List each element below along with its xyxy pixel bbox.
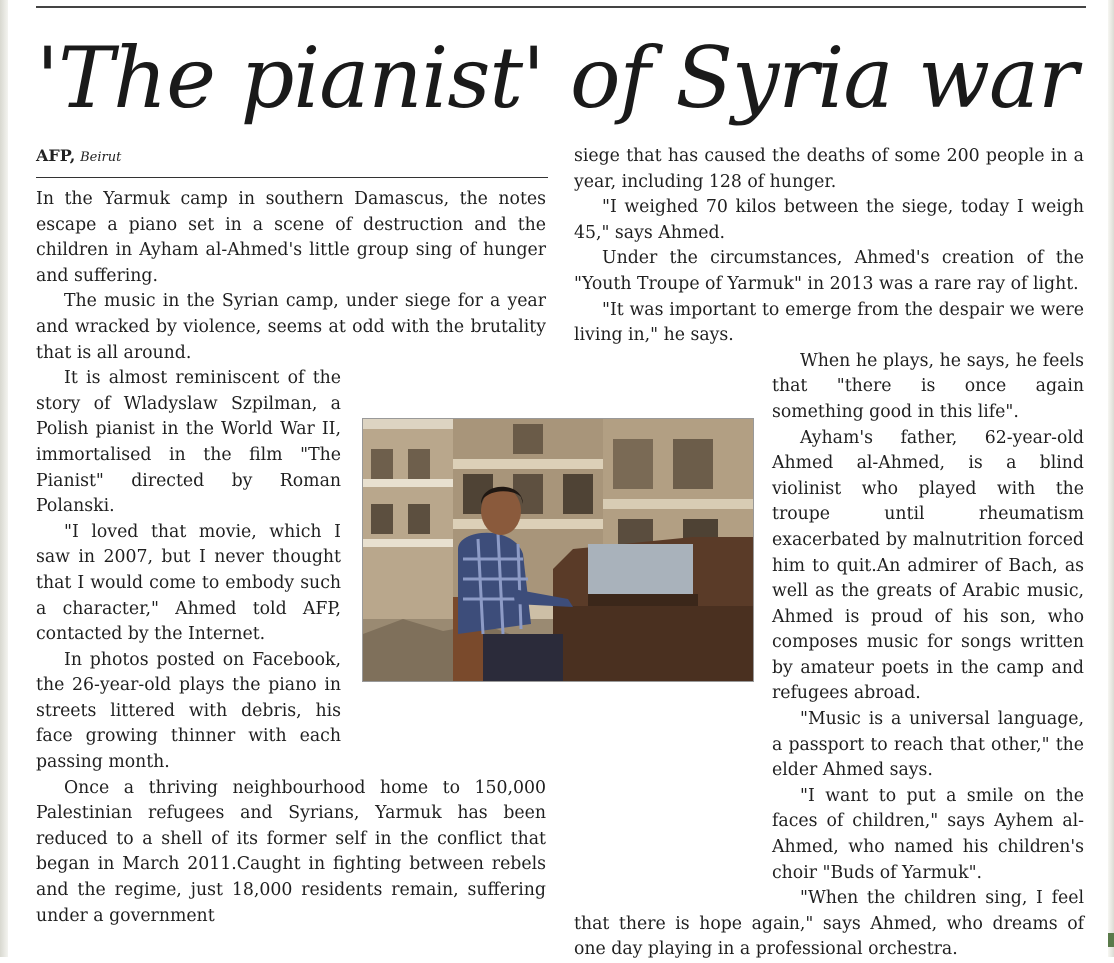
byline-agency: AFP, xyxy=(36,146,76,165)
paragraph: "I want to put a smile on the faces of children," says Ayhem al-Ahmed, who named his children's choir "Buds of Yarmuk". xyxy=(772,785,1084,883)
paragraph: The music in the Syrian camp, under siege for a year and wracked by violence, seems at odd with the brutality that is all around. xyxy=(36,291,546,363)
paragraph: In the Yarmuk camp in southern Damascus, the notes escape a piano set in a scene of destruction and the children in Ayham al-Ahmed's little group sing of hunger and suffering. xyxy=(36,189,546,286)
paragraph: "It was important to emerge from the despair we were living in," he says. xyxy=(574,299,1084,346)
paragraph: When he plays, he says, he feels that "there is once again something good in this life". xyxy=(772,350,1084,422)
paragraph: "When the children sing, I feel that there is hope again," says Ahmed, who dreams of one day playing in a professional orchestra. xyxy=(574,888,1084,960)
paragraph: Once a thriving neighbourhood home to 150,000 Palestinian refugees and Syrians, Yarmuk has been reduced to a shell of its former self in the conflict that began in March 2011.Caught in fighting between rebels and the regime, just 18,000 residents remain, suffering under a government xyxy=(36,777,546,926)
top-rule xyxy=(36,6,1086,8)
page-edge-left xyxy=(0,0,8,957)
paragraph: "Music is a universal language, a passport to reach that other," the elder Ahmed says. xyxy=(772,709,1084,781)
paragraph: In photos posted on Facebook, the 26-year-old plays the piano in streets littered with debris, his face growing thinner with each passing month. xyxy=(36,649,341,773)
paragraph: Under the circumstances, Ahmed's creation of the "Youth Troupe of Yarmuk" in 2013 was a rare ray of light. xyxy=(574,248,1084,294)
pianist-photo-illustration xyxy=(363,419,753,681)
byline-location: Beirut xyxy=(80,150,122,165)
byline-rule xyxy=(36,177,548,178)
paragraph: "I weighed 70 kilos between the siege, today I weigh 45," says Ahmed. xyxy=(574,197,1084,243)
paragraph: Ayham's father, 62-year-old Ahmed al-Ahmed, is a blind violinist who played with the troupe until rheumatism exacerbated by malnutrition forced him to quit.An admirer of Bach, as well as the greats of Arabic music, Ahmed is proud of his son, who composes music for songs written by amateur poets in the camp and refugees abroad. xyxy=(772,427,1084,704)
headline: 'The pianist' of Syria war xyxy=(36,29,1078,127)
page-corner-mark xyxy=(1108,933,1114,947)
paragraph: It is almost reminiscent of the story of Wladyslaw Szpilman, a Polish pianist in the World War II, immortalised in the film "The Pianist" directed by Roman Polanski. xyxy=(36,368,341,517)
pianist-photo xyxy=(362,418,754,682)
page-edge-right xyxy=(1108,0,1114,957)
paragraph: "I loved that movie, which I saw in 2007, but I never thought that I would come to embody such a character," Ahmed told AFP, contacted by the Internet. xyxy=(36,521,341,645)
paragraph: siege that has caused the deaths of some 200 people in a year, including 128 of hunger. xyxy=(574,146,1084,192)
byline xyxy=(36,146,121,165)
